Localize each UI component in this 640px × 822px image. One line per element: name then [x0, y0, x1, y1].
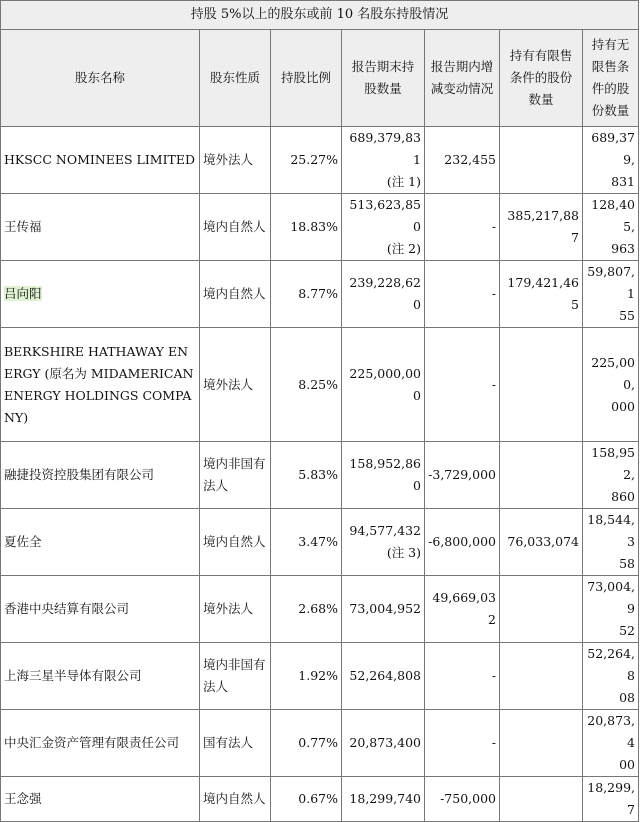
cell-restricted: 179,421,465 — [500, 261, 583, 328]
cell-change: -3,729,000 — [425, 442, 500, 509]
cell-ratio: 8.77% — [271, 261, 342, 328]
header-ratio: 持股比例 — [271, 30, 342, 127]
cell-unrestricted: 158,952, 860 — [583, 442, 639, 509]
header-unrestricted: 持有无 限售条 件的股 份数量 — [583, 30, 639, 127]
cell-ratio: 25.27% — [271, 127, 342, 194]
table-row — [1, 328, 639, 442]
cell-nature: 境外法人 — [200, 127, 271, 194]
table-row — [1, 643, 639, 710]
cell-note: (注 1) — [386, 174, 421, 189]
cell-name: 王念强 — [1, 777, 200, 822]
cell-nature: 境内非国有法人 — [200, 643, 271, 710]
cell-nature: 境外法人 — [200, 328, 271, 442]
cell-end-shares: 20,873,400 — [342, 710, 425, 777]
cell-restricted — [500, 328, 583, 442]
cell-change: - — [425, 710, 500, 777]
cell-end-shares: 18,299,740 — [342, 777, 425, 822]
cell-end-shares: 158,952,860 — [342, 442, 425, 509]
cell-name: BERKSHIRE HATHAWAY ENERGY (原名为 MIDAMERICAN ENERGY HOLDINGS COMPANY) — [1, 328, 200, 442]
table-row — [1, 194, 639, 261]
cell-end-shares: 52,264,808 — [342, 643, 425, 710]
cell-change: 49,669,032 — [425, 576, 500, 643]
cell-end-shares: 225,000,000 — [342, 328, 425, 442]
cell-name: 夏佐全 — [1, 509, 200, 576]
cell-unrestricted: 225,000, 000 — [583, 328, 639, 442]
cell-restricted — [500, 777, 583, 822]
table-row — [1, 261, 639, 328]
header-restricted: 持有有限售 条件的股份 数量 — [500, 30, 583, 127]
table-row — [1, 777, 639, 822]
header-change: 报告期内增 减变动情况 — [425, 30, 500, 127]
cell-nature: 境内自然人 — [200, 261, 271, 328]
cell-unrestricted: 73,004,9 52 — [583, 576, 639, 643]
cell-end-shares: 513,623,850 (注 2) — [342, 194, 425, 261]
cell-unrestricted: 128,405, 963 — [583, 194, 639, 261]
cell-end-shares: 94,577,432 (注 3) — [342, 509, 425, 576]
cell-name: 中央汇金资产管理有限责任公司 — [1, 710, 200, 777]
cell-restricted — [500, 127, 583, 194]
cell-nature: 境内非国有法人 — [200, 442, 271, 509]
cell-ratio: 2.68% — [271, 576, 342, 643]
cell-nature: 境外法人 — [200, 576, 271, 643]
cell-change: -750,000 — [425, 777, 500, 822]
cell-restricted: 76,033,074 — [500, 509, 583, 576]
cell-change: -6,800,000 — [425, 509, 500, 576]
cell-restricted — [500, 643, 583, 710]
cell-name: 吕向阳 — [1, 261, 200, 328]
cell-change: - — [425, 328, 500, 442]
cell-end-shares: 689,379,831 (注 1) — [342, 127, 425, 194]
cell-change: - — [425, 643, 500, 710]
cell-ratio: 3.47% — [271, 509, 342, 576]
header-end-shares: 报告期末持 股数量 — [342, 30, 425, 127]
cell-note: (注 3) — [386, 545, 421, 560]
cell-unrestricted: 18,299,7 — [583, 777, 639, 822]
cell-nature: 境内自然人 — [200, 194, 271, 261]
cell-end-shares: 239,228,620 — [342, 261, 425, 328]
cell-ratio: 8.25% — [271, 328, 342, 442]
header-name: 股东名称 — [1, 30, 200, 127]
cell-change: - — [425, 194, 500, 261]
cell-name: 王传福 — [1, 194, 200, 261]
cell-restricted — [500, 710, 583, 777]
cell-unrestricted: 18,544,3 58 — [583, 509, 639, 576]
table-row — [1, 127, 639, 194]
table-row — [1, 576, 639, 643]
cell-name: HKSCC NOMINEES LIMITED — [1, 127, 200, 194]
cell-unrestricted: 20,873,4 00 — [583, 710, 639, 777]
header-nature: 股东性质 — [200, 30, 271, 127]
cell-ratio: 18.83% — [271, 194, 342, 261]
cell-end-shares: 73,004,952 — [342, 576, 425, 643]
cell-name: 融捷投资控股集团有限公司 — [1, 442, 200, 509]
cell-nature: 境内自然人 — [200, 509, 271, 576]
cell-nature: 境内自然人 — [200, 777, 271, 822]
cell-ratio: 0.77% — [271, 710, 342, 777]
cell-restricted — [500, 576, 583, 643]
table-body — [1, 127, 639, 822]
cell-change: 232,455 — [425, 127, 500, 194]
table-row — [1, 442, 639, 509]
cell-unrestricted: 59,807,1 55 — [583, 261, 639, 328]
table-row — [1, 710, 639, 777]
table-row — [1, 509, 639, 576]
cell-ratio: 1.92% — [271, 643, 342, 710]
cell-nature: 国有法人 — [200, 710, 271, 777]
cell-note: (注 2) — [386, 241, 421, 256]
cell-ratio: 0.67% — [271, 777, 342, 822]
cell-name: 香港中央结算有限公司 — [1, 576, 200, 643]
cell-ratio: 5.83% — [271, 442, 342, 509]
cell-restricted: 385,217,887 — [500, 194, 583, 261]
cell-restricted — [500, 442, 583, 509]
cell-change: - — [425, 261, 500, 328]
table-title: 持股 5%以上的股东或前 10 名股东持股情况 — [1, 1, 639, 30]
cell-unrestricted: 689,379, 831 — [583, 127, 639, 194]
cell-unrestricted: 52,264,8 08 — [583, 643, 639, 710]
cell-name: 上海三星半导体有限公司 — [1, 643, 200, 710]
